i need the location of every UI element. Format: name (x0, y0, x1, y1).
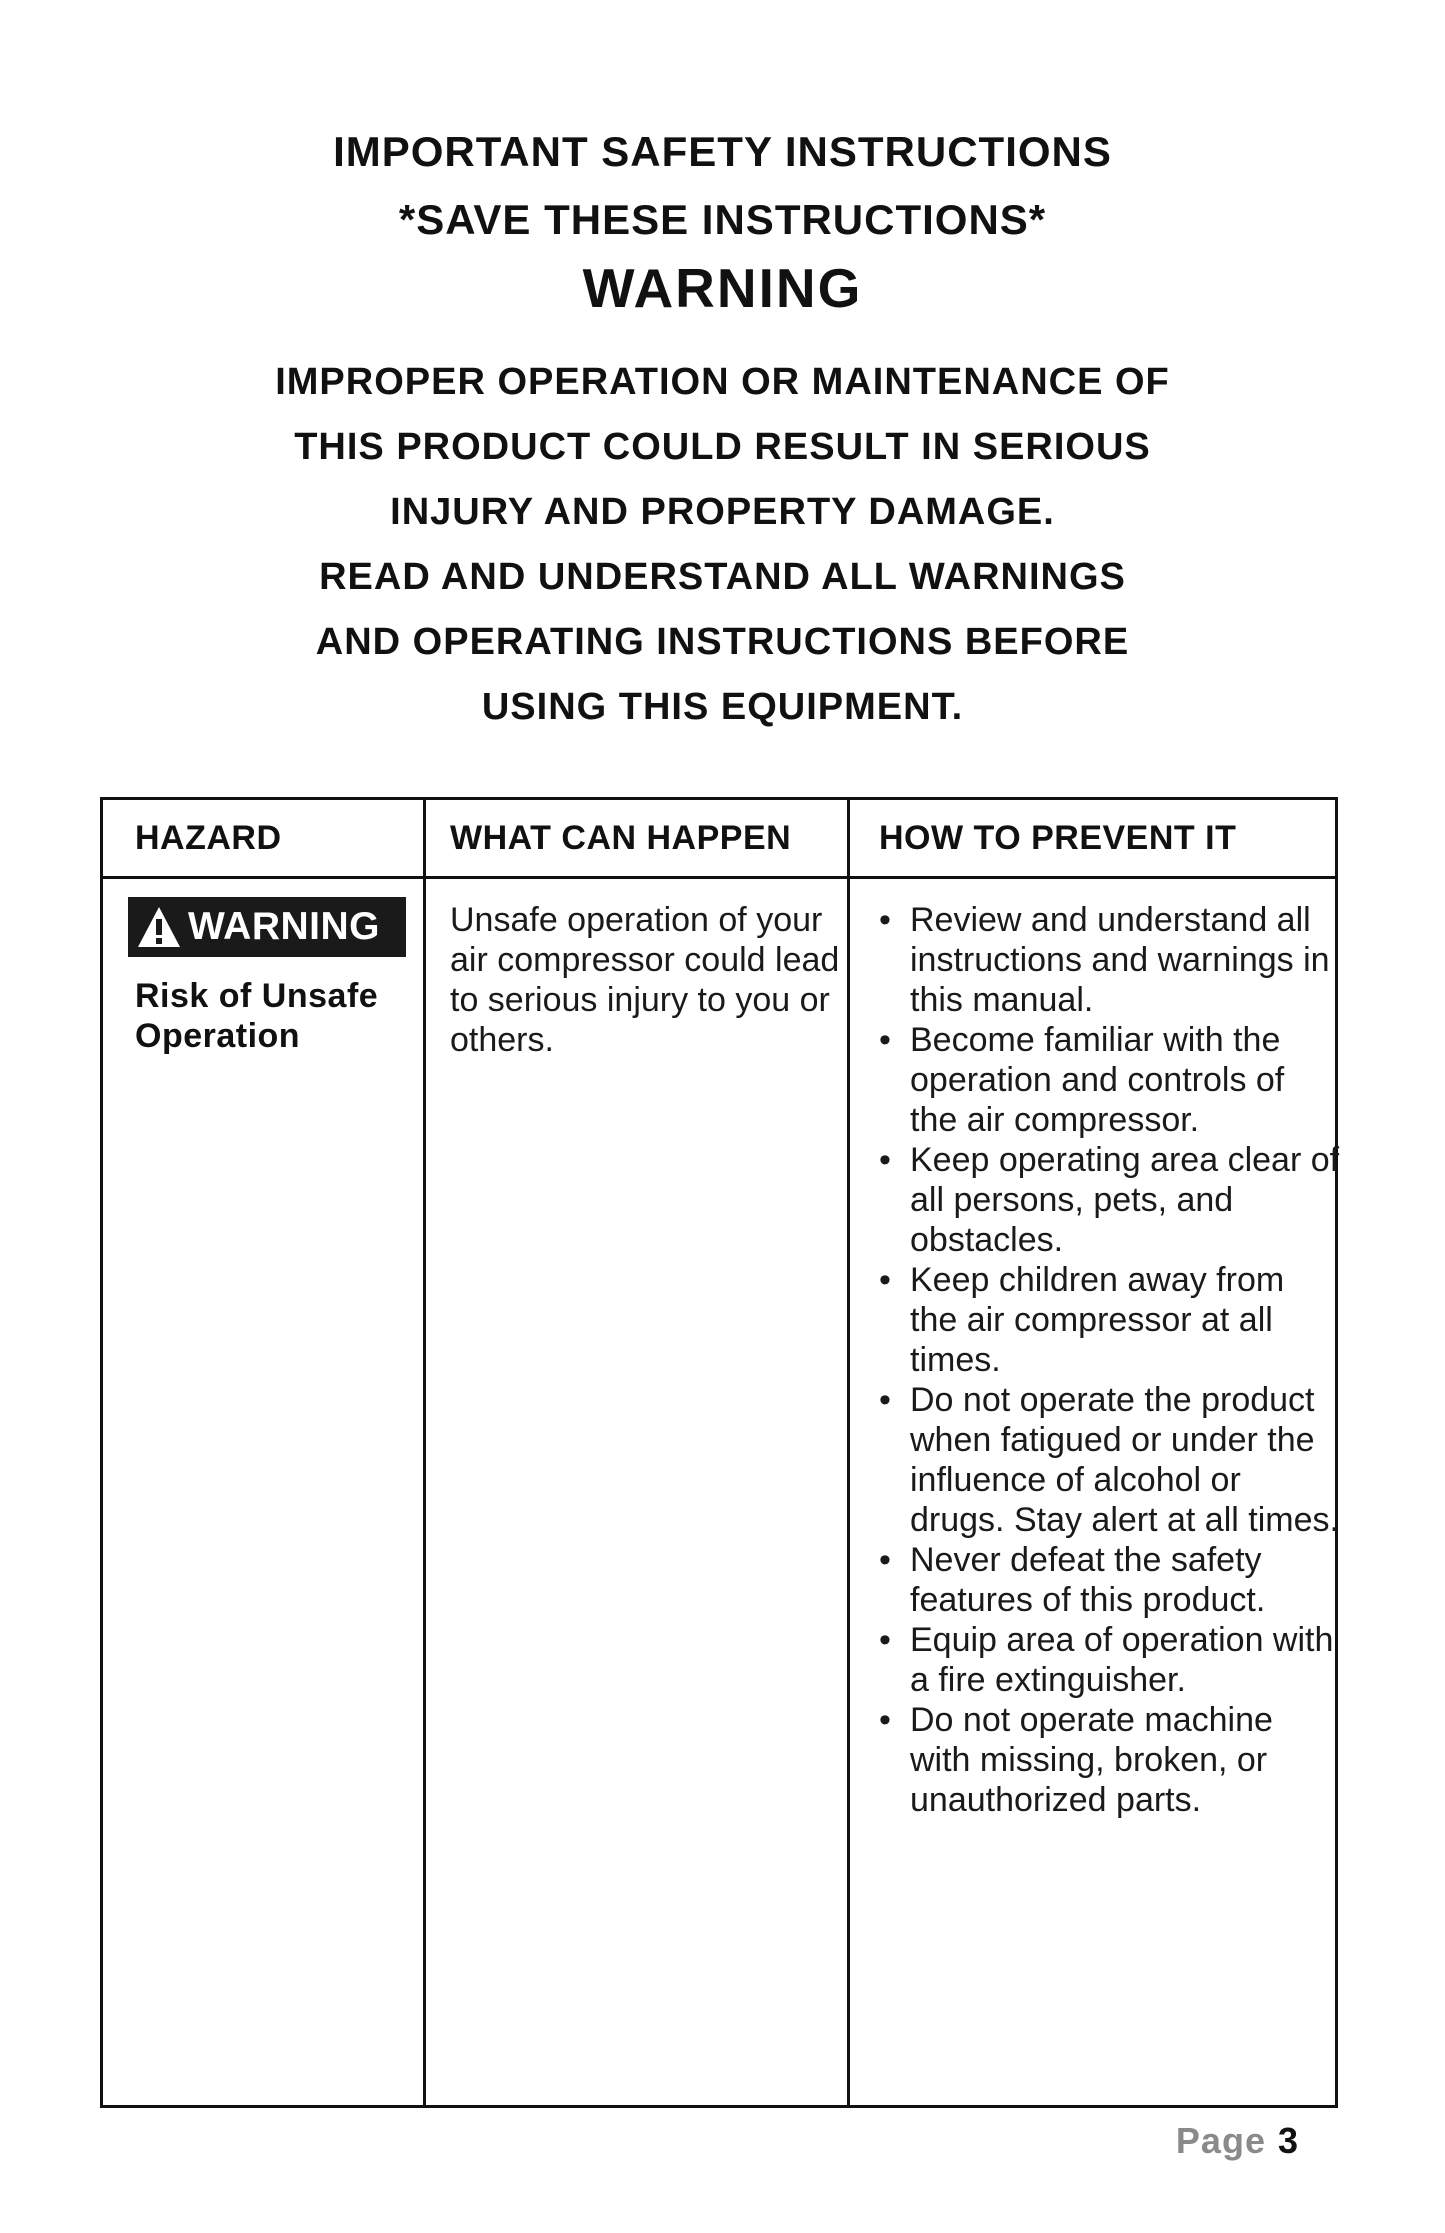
warning-line: THIS PRODUCT COULD RESULT IN SERIOUS (294, 426, 1151, 468)
page-label: Page (1175, 2120, 1266, 2161)
warning-line: USING THIS EQUIPMENT. (481, 686, 964, 728)
column-header-what-can-happen: WHAT CAN HAPPEN (450, 819, 792, 857)
list-item: • Do not operate the product when fatigued or under the influence of alcohol or drugs. Stay alert at all times. (870, 1380, 1340, 1540)
prevention-list (870, 900, 1340, 1820)
header-divider (103, 876, 1335, 879)
list-item: • Keep operating area clear of all persons, pets, and obstacles. (870, 1140, 1340, 1260)
warning-badge (128, 897, 406, 957)
save-notice: *SAVE THESE INSTRUCTIONS* (398, 196, 1047, 243)
warning-line: READ AND UNDERSTAND ALL WARNINGS (319, 556, 1126, 598)
list-item: • Become familiar with the operation and controls of the air compressor. (870, 1020, 1340, 1140)
list-item: • Never defeat the safety features of this product. (870, 1540, 1340, 1620)
warning-line: AND OPERATING INSTRUCTIONS BEFORE (315, 621, 1130, 663)
list-item: • Review and understand all instructions and warnings in this manual. (870, 900, 1340, 1020)
column-divider (847, 800, 850, 2105)
warning-triangle-icon (136, 905, 182, 949)
page-number-value: 3 (1277, 2120, 1298, 2161)
column-header-hazard: HAZARD (135, 819, 282, 857)
page-title: IMPORTANT SAFETY INSTRUCTIONS (333, 128, 1112, 175)
list-item: • Do not operate machine with missing, broken, or unauthorized parts. (870, 1700, 1340, 1820)
warning-badge-label: WARNING (188, 905, 380, 948)
what-can-happen-text: Unsafe operation of your air compressor could lead to serious injury to you or others. (450, 901, 840, 1059)
column-header-how-to-prevent: HOW TO PREVENT IT (879, 819, 1237, 857)
list-item: • Keep children away from the air compressor at all times. (870, 1260, 1340, 1380)
list-item: • Equip area of operation with a fire extinguisher. (870, 1620, 1340, 1700)
hazard-table (100, 797, 1338, 2108)
column-divider (423, 800, 426, 2105)
warning-line: IMPROPER OPERATION OR MAINTENANCE OF (275, 361, 1170, 403)
warning-statement (0, 350, 1445, 740)
hazard-name: Risk of Unsafe Operation (135, 977, 379, 1055)
warning-line: INJURY AND PROPERTY DAMAGE. (390, 491, 1055, 533)
page-number (1176, 2120, 1298, 2162)
warning-heading: WARNING (582, 257, 863, 319)
